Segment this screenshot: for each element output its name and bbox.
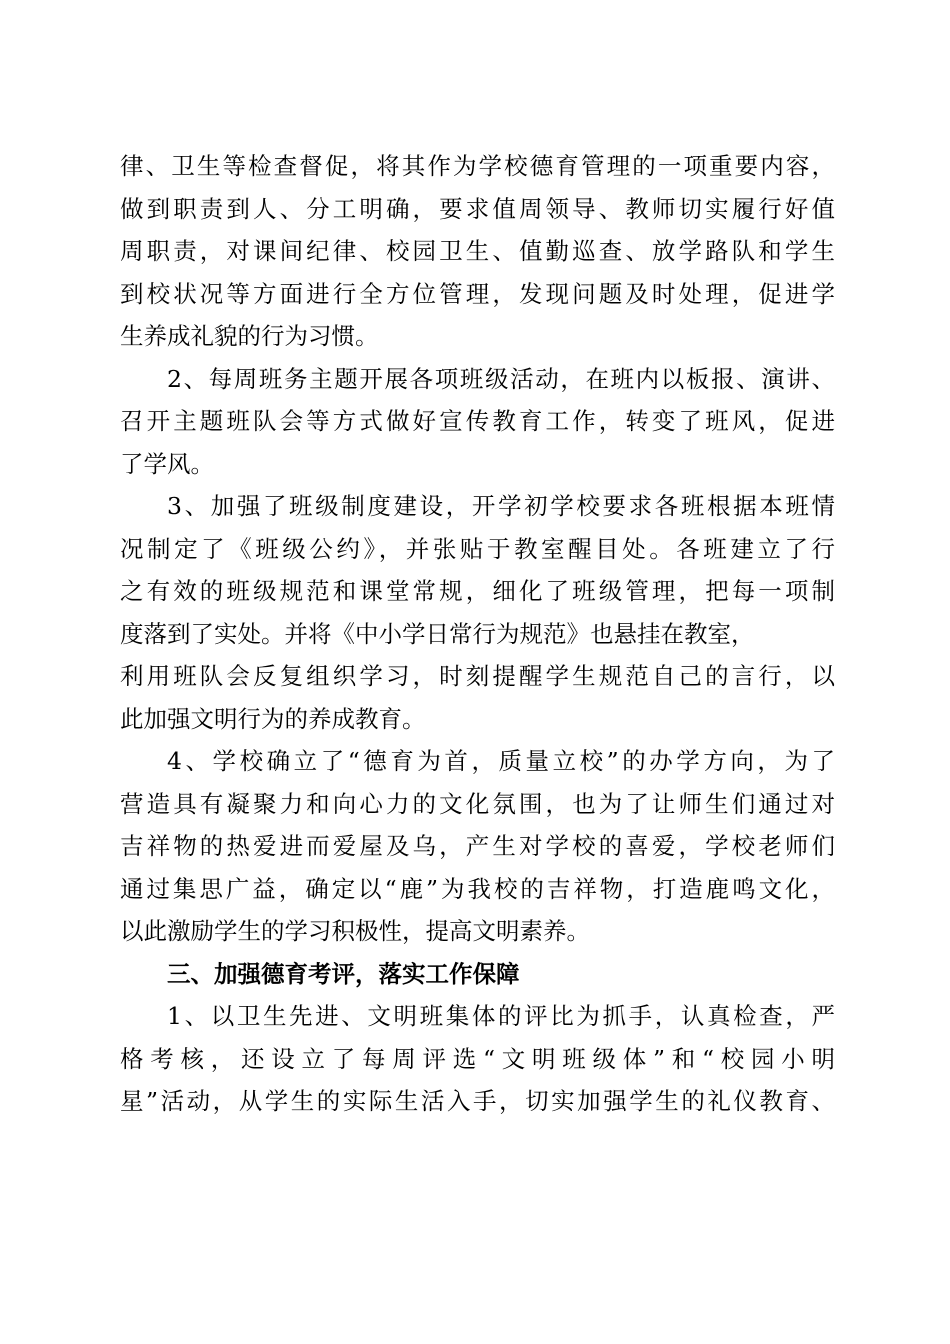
text-line: 利用班队会反复组织学习，时刻提醒学生规范自己的言行，以 [120, 662, 835, 690]
text-line: 3、加强了班级制度建设，开学初学校要求各班根据本班情 [167, 492, 835, 520]
text-line: 做到职责到人、分工明确，要求值周领导、教师切实履行好值 [120, 194, 835, 223]
text-line: 此加强文明行为的养成教育。 [120, 704, 426, 733]
text-line: 到校状况等方面进行全方位管理，发现问题及时处理，促进学 [120, 279, 835, 308]
text-line: 律、卫生等检查督促，将其作为学校德育管理的一项重要内容， [120, 152, 835, 180]
text-line: 通过集思广益，确定以“鹿”为我校的吉祥物，打造鹿鸣文化， [120, 874, 835, 903]
text-line: 况制定了《班级公约》，并张贴于教室醒目处。各班建立了行 [120, 534, 835, 563]
document-body [120, 145, 835, 1123]
text-line: 周职责，对课间纪律、校园卫生、值勤巡查、放学路队和学生 [120, 237, 835, 265]
section-heading: 三、加强德育考评，落实工作保障 [167, 959, 520, 988]
paragraph-2 [120, 358, 835, 486]
text-line: 星”活动，从学生的实际生活入手，切实加强学生的礼仪教育、 [120, 1087, 835, 1115]
text-line: 生养成礼貌的行为习惯。 [120, 322, 379, 350]
text-line: 格考核，还设立了每周评选“文明班级体”和“校园小明 [120, 1044, 835, 1073]
text-line: 召开主题班队会等方式做好宣传教育工作，转变了班风，促进 [120, 407, 835, 435]
text-line: 了学风。 [120, 449, 214, 478]
text-line: 度落到了实处。并将《中小学日常行为规范》也悬挂在教室， [120, 619, 755, 648]
paragraph-5 [120, 995, 835, 1123]
text-line: 2、每周班务主题开展各项班级活动，在班内以板报、演讲、 [167, 364, 835, 393]
text-line: 营造具有凝聚力和向心力的文化氛围，也为了让师生们通过对 [120, 789, 835, 818]
text-line: 4、学校确立了“德育为首，质量立校”的办学方向，为了 [167, 747, 835, 775]
text-line: 以此激励学生的学习积极性，提高文明素养。 [120, 917, 590, 945]
paragraph-4 [120, 740, 835, 953]
text-line: 之有效的班级规范和课堂常规，细化了班级管理，把每一项制 [120, 577, 835, 605]
text-line: 吉祥物的热爱进而爱屋及乌，产生对学校的喜爱，学校老师们 [120, 832, 835, 860]
text-line: 1、以卫生先进、文明班集体的评比为抓手，认真检查，严 [167, 1002, 835, 1030]
paragraph-continued [120, 145, 835, 358]
paragraph-3 [120, 485, 835, 740]
